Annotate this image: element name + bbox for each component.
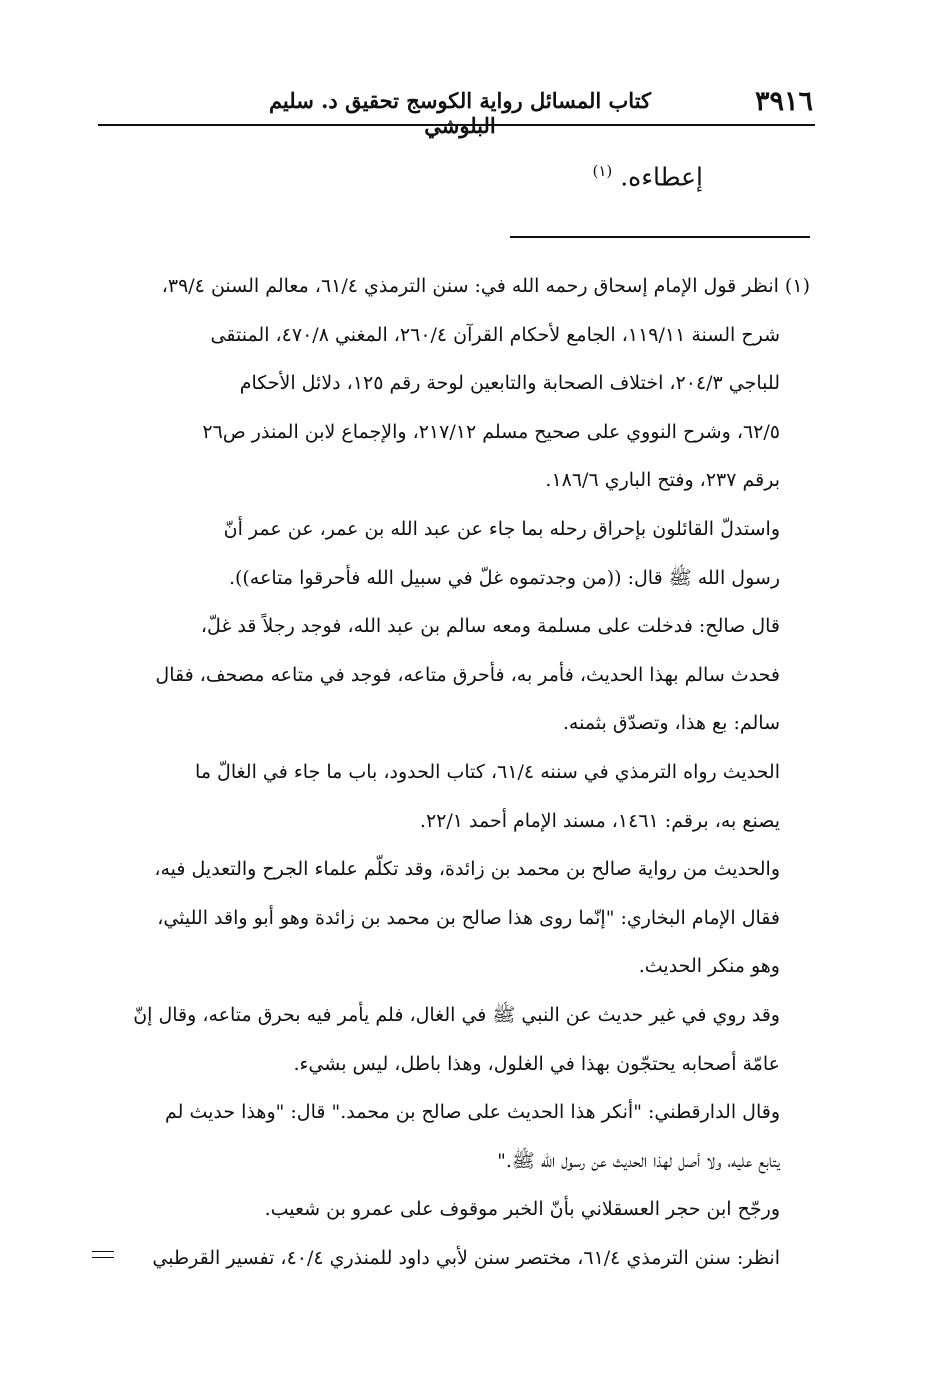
body-paragraph: إعطاءه.	[620, 162, 703, 192]
footnote-line: رسول الله ﷺ قال: ((من وجدتموه غلّ في سبيل الله فأحرقوا متاعه)).	[228, 566, 780, 589]
footnote-line: وقال الدارقطني: "أنكر هذا الحديث على صالح بن محمد." قال: "وهذا حديث لم	[165, 1101, 780, 1124]
footnote-line: وقد روي في غير حديث عن النبي ﷺ في الغال، فلم يأمر فيه بحرق متاعه، وقال إنّ	[133, 1003, 780, 1026]
running-title: كتاب المسائل رواية الكوسج تحقيق د. سليم البلوشي	[268, 88, 652, 138]
footnote-line: وهو منكر الحديث.	[638, 955, 780, 978]
footnote-line: الحديث رواه الترمذي في سننه ٦١/٤، كتاب الحدود، باب ما جاء في الغالّ ما	[195, 760, 780, 783]
footnote-line: والحديث من رواية صالح بن محمد بن زائدة، وقد تكلّم علماء الجرح والتعديل فيه،	[154, 858, 780, 881]
footnote-line: انظر: سنن الترمذي ٦١/٤، مختصر سنن لأبي داود للمنذري ٤٠/٤، تفسير القرطبي	[152, 1246, 780, 1269]
footnote-line: فحدث سالم بهذا الحديث، فأمر به، فأحرق متاعه، فوجد في متاعه مصحف، فقال	[155, 663, 780, 686]
footnote-line: برقم ٢٣٧، وفتح الباري ١٨٦/٦.	[545, 469, 780, 492]
footnote-line: سالم: بع هذا، وتصدّق بثمنه.	[562, 712, 780, 735]
footnote-separator	[510, 236, 810, 238]
footnote-line: فقال الإمام البخاري: "إنّما روى هذا صالح بن محمد بن زائدة وهو أبو واقد الليثي،	[157, 906, 780, 929]
footnote-line: شرح السنة ١١٩/١١، الجامع لأحكام القرآن ٢٦٠/٤، المغني ٤٧٠/٨، المنتقى	[210, 323, 780, 346]
footnote-line: ورجّح ابن حجر العسقلاني بأنّ الخبر موقوف على عمرو بن شعيب.	[264, 1198, 780, 1221]
footnote-reference: (١)	[592, 162, 613, 180]
footnote-line: عامّة أصحابه يحتجّون بهذا في الغلول، وهذا باطل، ليس بشيء.	[293, 1052, 780, 1075]
footnote-line: واستدلّ القائلون بإحراق رحله بما جاء عن عبد الله بن عمر، عن عمر أنّ	[223, 517, 780, 540]
footnote-line: يصنع به، برقم: ١٤٦١، مسند الإمام أحمد ٢٢/١.	[419, 809, 780, 832]
footnote-line: (١) انظر قول الإمام إسحاق رحمه الله في: سنن الترمذي ٦١/٤، معالم السنن ٣٩/٤،	[161, 275, 810, 297]
header-rule	[98, 124, 815, 126]
page-number: ٣٩١٦	[754, 86, 813, 117]
footnotes	[98, 262, 810, 1282]
body-text	[592, 162, 703, 191]
footnote-line: ٦٢/٥، وشرح النووي على صحيح مسلم ٢١٧/١٢، والإجماع لابن المنذر ص٢٦	[202, 420, 780, 443]
footnote-line: يتابع عليه، ولا أصل لهذا الحديث عن رسول الله ﷺ."	[497, 1149, 780, 1172]
footnote-line: قال صالح: فدخلت على مسلمة ومعه سالم بن عبد الله، فوجد رجلاً قد غلّ،	[200, 615, 780, 638]
continuation-mark	[92, 1251, 114, 1263]
footnote-line: للباجي ٢٠٤/٣، اختلاف الصحابة والتابعين لوحة رقم ١٢٥، دلائل الأحكام	[239, 372, 780, 395]
